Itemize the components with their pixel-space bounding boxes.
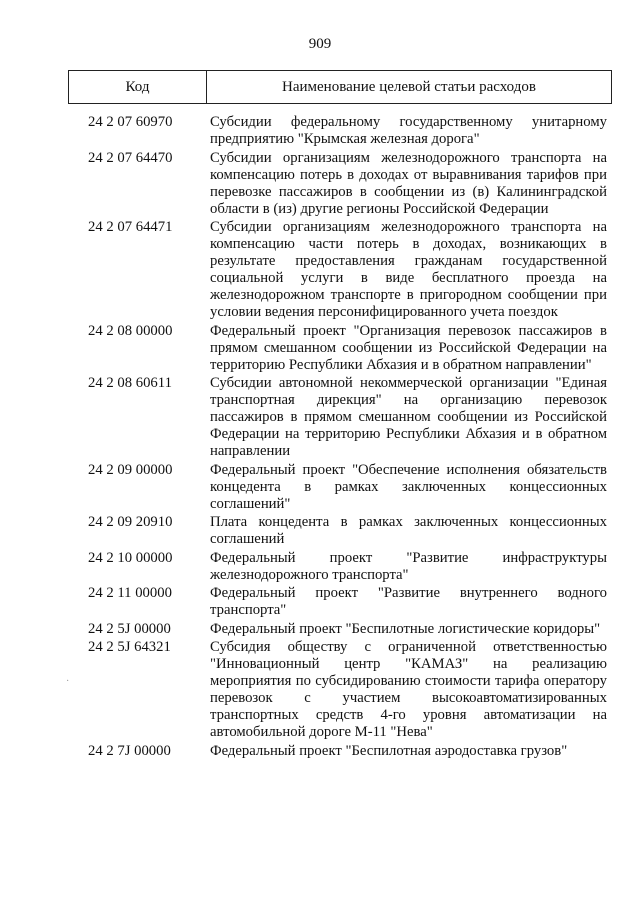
row-code: 24 2 07 60970 [88, 114, 173, 130]
row-name: Субсидия обществу с ограниченной ответственностью "Инновационный центр "КАМАЗ" на реализацию мероприятия по субсидированию стоимости тарифа оператору перевозок с участием высокоавтоматизированных транспортных средств 4-го уровня автоматизации на автомобильной дороге М-11 "Нева" [210, 639, 607, 740]
row-name: Федеральный проект "Развитие внутреннего водного транспорта" [210, 585, 607, 618]
table-row [0, 550, 640, 584]
row-name: Субсидии организациям железнодорожного транспорта на компенсацию потерь в доходах от выравнивания тарифов при перевозке пассажиров в сообщении из (в) Калининградской области в (из) другие регионы Российской Федерации [210, 149, 607, 217]
row-code: 24 2 7J 00000 [88, 742, 171, 759]
table-row [0, 621, 640, 638]
row-code: 24 2 08 60611 [88, 375, 172, 391]
table-row [0, 639, 640, 741]
row-code: 24 2 5J 00000 [88, 620, 171, 637]
table-row [0, 743, 640, 760]
row-code: 24 2 08 00000 [88, 322, 173, 339]
row-code: 24 2 07 64470 [88, 149, 173, 166]
row-code: 24 2 09 20910 [88, 514, 173, 530]
table-body [0, 114, 640, 761]
row-code: 24 2 5J 64321 [88, 639, 171, 655]
header-name: Наименование целевой статьи расходов [207, 71, 612, 103]
table-row [0, 585, 640, 619]
table-row [0, 114, 640, 148]
row-name: Субсидии организациям железнодорожного транспорта на компенсацию части потерь в доходах, возникающих в результате предоставления гражданам государственной социальной услуги в виде бесплатного проезда на железнодорожном транспорте в пригородном сообщении при условии ведения персонифицированного учета поездок [210, 219, 607, 320]
header-code: Код [68, 71, 207, 103]
row-code: 24 2 10 00000 [88, 549, 173, 566]
table-row [0, 150, 640, 218]
page-number: 909 [308, 36, 332, 52]
table-row [0, 514, 640, 548]
row-name: Федеральный проект "Обеспечение исполнения обязательств концедента в рамках заключенных концессионных соглашений" [210, 461, 607, 512]
row-code: 24 2 11 00000 [88, 585, 172, 601]
row-code: 24 2 09 00000 [88, 461, 173, 478]
row-name: Плата концедента в рамках заключенных концессионных соглашений [210, 514, 607, 547]
table-row [0, 462, 640, 513]
row-name: Федеральный проект "Беспилотная аэродоставка грузов" [210, 742, 568, 759]
table-row [0, 323, 640, 374]
row-name: Субсидии федеральному государственному унитарному предприятию "Крымская железная дорога" [210, 114, 607, 147]
table-row [0, 219, 640, 321]
row-code: 24 2 07 64471 [88, 219, 173, 235]
row-name: Федеральный проект "Организация перевозок пассажиров в прямом смешанном сообщении из Российской Федерации на территорию Республики Абхазия и в обратном направлении" [210, 322, 607, 373]
row-name: Федеральный проект "Развитие инфраструктуры железнодорожного транспорта" [210, 549, 607, 583]
margin-mark: · [66, 676, 70, 687]
table-row [0, 375, 640, 460]
row-name: Субсидии автономной некоммерческой организации "Единая транспортная дирекция" на организацию перевозок пассажиров в прямом смешанном сообщении из Российской Федерации на территорию Республики Абхазия и в обратном направлении [210, 375, 607, 459]
table-header [68, 70, 612, 104]
row-name: Федеральный проект "Беспилотные логистические коридоры" [210, 620, 601, 637]
